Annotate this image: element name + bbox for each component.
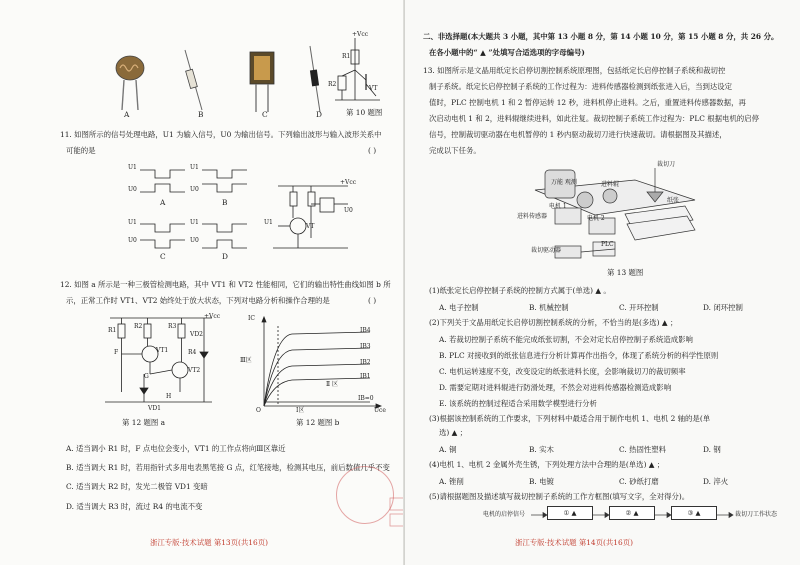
q11-wave-c-u0: U0: [128, 237, 137, 244]
fig13-label-motor2: 电机 2: [587, 215, 605, 222]
q13-4-option-d: D. 淬火: [703, 477, 729, 486]
q13-4-option-a: A. 锉削: [439, 477, 464, 486]
fig12b-origin: O: [256, 407, 261, 414]
q13-1-option-c: C. 开环控制: [619, 303, 659, 312]
q12-option-c: C. 适当调大 R2 时，发光二极管 VD1 变暗: [66, 482, 208, 491]
fig10-label-a: A: [124, 110, 130, 119]
block-box-3-label: ③: [687, 509, 694, 517]
fig10-circuit: [330, 28, 390, 108]
fig13-label-blade: 裁切刀: [657, 161, 676, 168]
component-coil: [250, 52, 274, 112]
q13-4-stem: (4)电机 1、电机 2 金属外壳生锈，下列处理方法中合理的是(单选) ▲ ；: [429, 460, 665, 469]
q12-option-b: B. 适当调大 R1 时，若用指针式多用电表黑笔接 G 点，红笔接地，检测其电压，前后数值几乎不变: [66, 463, 390, 472]
q13-2-option-b: B. PLC 对接收到的纸张信息进行分析计算再作出指令，体现了系统分析的科学性原则: [439, 351, 719, 360]
fig10-r1-label: R1: [342, 53, 351, 60]
fig12a-vd2: VD2: [190, 331, 203, 338]
q13-2-option-c: C. 电机运转速度不变，改变设定的纸张进料长度，会影响裁切刀的裁切频率: [439, 367, 686, 376]
q11-answer-bracket: ( ): [368, 146, 377, 155]
q11-wave-label-a: A: [160, 198, 166, 207]
fig12a-vt1: VT1: [156, 347, 169, 354]
q11-wave-b-u1: U1: [190, 164, 199, 171]
fig12a-caption: 第 12 题图 a: [122, 418, 166, 427]
q13-2-option-e: E. 该系统的控制过程适合采用数学模型进行分析: [439, 399, 597, 408]
q11-wave-label-d: D: [222, 252, 228, 261]
fig12b-ic: IC: [248, 315, 255, 322]
q11-wave-label-b: B: [222, 198, 228, 207]
q13-line-4: 次启动电机 1 和 2，进料辊继续进料，如此往复。裁切控制子系统工作过程为：PLC 根据电机的启停: [429, 114, 759, 123]
block-diagram-box-3: [671, 506, 717, 520]
q11-circuit-vt: VT: [306, 223, 315, 230]
block-box-3-marker: ▲: [695, 509, 701, 517]
fig12b-ib0: IB=0: [358, 395, 374, 402]
fig12a-vcc: +Vcc: [204, 313, 221, 320]
q11-circuit-vcc: +Vcc: [340, 179, 357, 186]
block-diagram-box-2: [609, 506, 655, 520]
fig12b-ib4: IB4: [360, 327, 371, 334]
q13-line-1: 13. 如图所示是文晶用纸定长启停切割控制系统原理图，包括纸定长启停控制子系统和裁切控: [423, 66, 726, 75]
fig13-label-motor1: 电机 1: [549, 203, 567, 210]
q13-1-option-a: A. 电子控制: [439, 303, 479, 312]
page-13-footer: 浙江专版·技术试题 第13页(共16页): [150, 538, 268, 547]
q13-3-stem: (3)根据该控制系统的工作要求，下列材料中最适合用于制作电机 1、电机 2 轴的是(单: [429, 414, 711, 423]
q13-4-option-b: B. 电镀: [529, 477, 554, 486]
fig12b-zone2: Ⅱ 区: [326, 381, 338, 388]
fig12a-g: G: [144, 373, 149, 380]
component-photoresistor: [116, 56, 144, 110]
q12-answer-bracket: ( ): [368, 296, 377, 305]
q11-circuit-in: U1: [264, 219, 273, 226]
fig10-vcc-label: +Vcc: [352, 31, 369, 38]
q13-line-3: 值时，PLC 控制电机 1 和 2 暂停运转 12 秒，进料机停止进料。之后，重置进料传感器数据，再: [429, 98, 746, 107]
fig13-caption: 第 13 题图: [607, 268, 644, 277]
q11-wave-d-u1: U1: [190, 219, 199, 226]
block-diagram-box-1: [547, 506, 593, 520]
q13-2-option-d: D. 需要定期对进料辊进行防滑处理，不然会对进料传感器检测造成影响: [439, 383, 672, 392]
fig12a-vt2: VT2: [188, 367, 201, 374]
page-14-footer: 浙江专版·技术试题 第14页(共16页): [515, 538, 633, 547]
fig12a-r2: R2: [134, 323, 143, 330]
block-box-1-marker: ▲: [571, 509, 577, 517]
fig12a-vd1: VD1: [148, 405, 161, 412]
fig13-label-output: 纸张: [667, 197, 680, 204]
fig12a-r1: R1: [108, 327, 117, 334]
block-box-1-label: ①: [563, 509, 570, 517]
fig12a-r3: R3: [168, 323, 177, 330]
q11-wave-label-c: C: [160, 252, 166, 261]
q13-3-option-c: C. 热固性塑料: [619, 445, 667, 454]
block-box-2-label: ②: [625, 509, 632, 517]
q13-4-option-c: C. 砂纸打磨: [619, 477, 659, 486]
q11-stem-line1: 11. 如图所示的信号处理电路，U1 为输入信号，U0 为输出信号。下列输出波形与输入波形关系中: [60, 130, 382, 139]
fig10-caption: 第 10 题图: [346, 108, 383, 117]
q13-5-stem: (5)请根据题图及描述填写裁切控制子系统的工作方框图(填写文字，全对得分)。: [429, 492, 690, 501]
block-diagram-start: 电机的启停信号: [483, 511, 526, 518]
q11-wave-a-u1: U1: [128, 164, 137, 171]
q13-3-option-d: D. 钢: [703, 445, 721, 454]
block-diagram-end: 裁切刀工作状态: [735, 511, 778, 518]
fig12b-uce: Uce: [374, 407, 386, 414]
fig13-label-drive: 裁切驱动器: [531, 247, 562, 254]
fig10-label-d: D: [316, 110, 322, 119]
fig12b-zone3: Ⅲ区: [240, 357, 252, 364]
fig12b-caption: 第 12 题图 b: [296, 418, 340, 427]
q12-stem-line1: 12. 如图 a 所示是一种三极管检测电路，其中 VT1 和 VT2 性能相同，它们的输出特性曲线如图 b 所: [60, 280, 391, 289]
q11-circuit: [268, 178, 358, 258]
red-seal-stamp: [336, 466, 394, 524]
q13-1-option-d: D. 闭环控制: [703, 303, 743, 312]
q11-wave-c-u1: U1: [128, 219, 137, 226]
fig12a-h: H: [166, 393, 172, 400]
component-diode-black: [310, 46, 320, 112]
fig12b-ib3: IB3: [360, 343, 371, 350]
q13-1-option-b: B. 机械控制: [529, 303, 569, 312]
q12-option-a: A. 适当调小 R1 时，F 点电位会变小，VT1 的工作点将向Ⅲ区靠近: [66, 444, 286, 453]
q12-option-d: D. 适当调大 R3 时，流过 R4 的电流不变: [66, 502, 203, 511]
fig12b-zone1: Ⅰ区: [296, 407, 305, 414]
fig13-label-plc: PLC: [601, 241, 614, 248]
fig10-label-b: B: [198, 110, 204, 119]
q11-circuit-out: U0: [344, 207, 353, 214]
q13-1-stem: (1)纸张定长启停控制子系统的控制方式属于(单选) ▲ 。: [429, 286, 611, 295]
q11-wave-d-u0: U0: [190, 237, 199, 244]
fig12b-ib2: IB2: [360, 359, 371, 366]
q13-2-stem: (2)下列关于文晶用纸定长启停切割控制系统的分析，不恰当的是(多选) ▲ ；: [429, 318, 678, 327]
q13-line-5: 信号，控制裁切驱动器在电机暂停的 1 秒内驱动裁切刀进行快速裁切。请根据图及其描述，: [429, 130, 727, 139]
fig13-label-roller: 进料辊: [601, 181, 620, 188]
q12-stem-line2: 示，正常工作时 VT1、VT2 始终处于放大状态，下列对电路分析和操作合理的是: [66, 296, 330, 305]
component-diode-axial: [185, 50, 202, 110]
fig12a-r4: R4: [188, 349, 197, 356]
q13-2-option-a: A. 若裁切控制子系统不能完成纸张切割，不会对定长启停控制子系统造成影响: [439, 335, 693, 344]
q13-3-option-a: A. 铜: [439, 445, 457, 454]
block-box-2-marker: ▲: [633, 509, 639, 517]
q13-3-option-b: B. 实木: [529, 445, 554, 454]
q11-wave-b-u0: U0: [190, 186, 199, 193]
section-2-note: 在各小题中的“ ▲ ”处填写合适选项的字母编号): [429, 48, 585, 57]
fig10-vt-label: VT: [369, 85, 378, 92]
fig13-label-sensor: 万能 观测: [551, 179, 577, 186]
fig12a-f: F: [114, 349, 119, 356]
q11-waveforms: [130, 162, 250, 272]
q13-line-6: 完成以下任务。: [429, 146, 481, 155]
q13-3-stem-cont: 选) ▲ ；: [439, 428, 468, 437]
section-2-title: 二、非选择题(本大题共 3 小题，其中第 13 小题 8 分，第 14 小题 10 分，第 15 小题 8 分，共 26 分。: [423, 32, 779, 41]
fig12b-ib1: IB1: [360, 373, 371, 380]
q13-line-2: 制子系统。纸定长启停控制子系统的工作过程为：进料传感器检测到纸张进入后，当到达设定: [429, 82, 733, 91]
fig12a-circuit: [100, 312, 220, 412]
fig10-label-c: C: [262, 110, 268, 119]
q11-stem-line2: 可能的是: [66, 146, 96, 155]
page-14: [405, 0, 800, 565]
fig13-label-feed-sensor: 进料传感器: [517, 213, 548, 220]
fig10-r2-label: R2: [328, 81, 337, 88]
q11-wave-a-u0: U0: [128, 186, 137, 193]
